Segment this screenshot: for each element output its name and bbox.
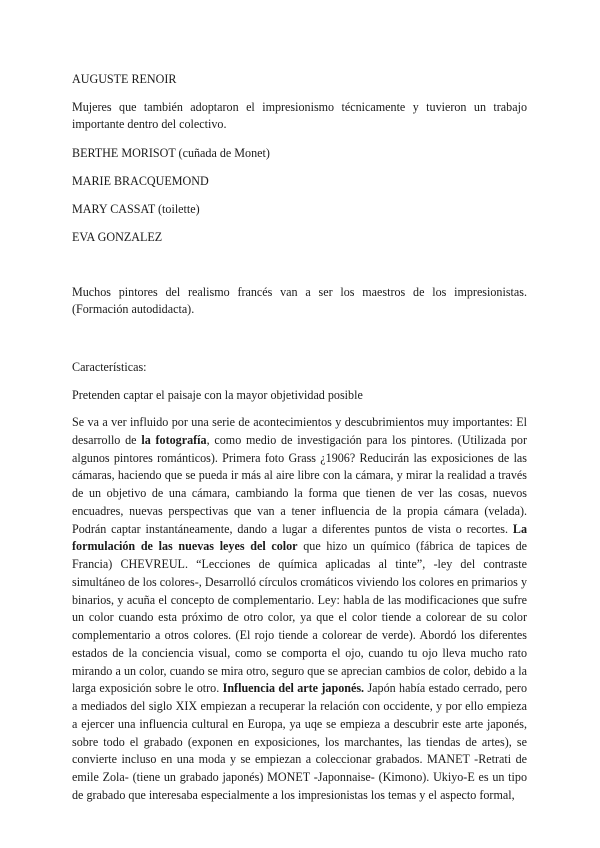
heading-auguste-renoir: AUGUSTE RENOIR	[72, 72, 177, 86]
bold-term-color-laws: La formulación de las nuevas leyes del color	[72, 521, 527, 554]
body-text-segment: que hizo un químico (fábrica de tapices de Francia) CHEVREUL. “Lecciones de química aplicadas al tinte”, -ley del contraste simultáneo de los colores-, Desarrolló círculos cromáticos viviendo los colores en primarios y binarios, y acuña el concepto de complementario. Ley: habla de las modificaciones que sufre un color cuando esta próximo de otro color, ya que el color tiende a colorear de su color complementario a otros colores. (El rojo tiende a colorear de verde). Abordó los diferentes estados de la conciencia visual, como se comporta el ojo, cuando tu ojo lleva mucho rato mirando a un color, cuando se mira otro, seguro que se aprecian cambios de color, debido a la larga exposición sobre le otro.	[72, 539, 527, 696]
body-text-segment: , como medio de investigación para los pintores. (Utilizada por algunos pintores románticos). Primera foto Grass ¿1906? Reducirán las exposiciones de las cámaras, haciendo que se pueda ir más al aire libre con la cámara, y mirar la realidad a través de un objetivo de una cámara, cambiando la forma que tienen de ver las cosas, nuevos encuadres, nuevas perspectivas que van a tener influencia de la propia cámara (velada). Podrán captar instantáneamente, dando a lugar a diferentes puntos de vista o recortes.	[72, 432, 527, 536]
realism-paragraph: Muchos pintores del realismo francés van a ser los maestros de los impresionistas. (Formación autodidacta).	[72, 285, 527, 316]
woman-item: EVA GONZALEZ	[72, 230, 163, 244]
woman-item: BERTHE MORISOT (cuñada de Monet)	[72, 146, 270, 160]
intro-paragraph: Mujeres que también adoptaron el impresionismo técnicamente y tuvieron un trabajo importante dentro del colectivo.	[72, 100, 527, 131]
main-body-paragraph	[72, 414, 527, 805]
body-text-segment: Japón había estado cerrado, pero a mediados del siglo XIX empiezan a recuperar la relación con occidente, y por ello empieza a ejercer una influencia cultural en Europa, ya uqe se empieza a descubrir este arte japonés, sobre todo el grabado (exponen en exposiciones, los marchantes, las tiendas de artes), se convierte incluso en una moda y se empiezan a coleccionar grabados. MANET -Retrati de emile Zola- (tiene un grabado japonés) MONET -Japonnaise- (Kimono). Ukiyo-E es un tipo de grabado que interesaba especialmente a los impresionistas los temas y el aspecto formal,	[72, 681, 527, 802]
characteristics-heading: Características:	[72, 360, 147, 374]
bold-term-japanese-art: Influencia del arte japonés.	[222, 681, 365, 696]
characteristics-lead: Pretenden captar el paisaje con la mayor objetividad posible	[72, 388, 363, 402]
woman-item: MARIE BRACQUEMOND	[72, 174, 209, 188]
body-text-segment: Se va a ver influido por una serie de acontecimientos y descubrimientos muy importantes: El desarrollo de	[72, 415, 527, 447]
bold-term-photography: la fotografía	[141, 432, 207, 447]
woman-item: MARY CASSAT (toilette)	[72, 202, 200, 216]
